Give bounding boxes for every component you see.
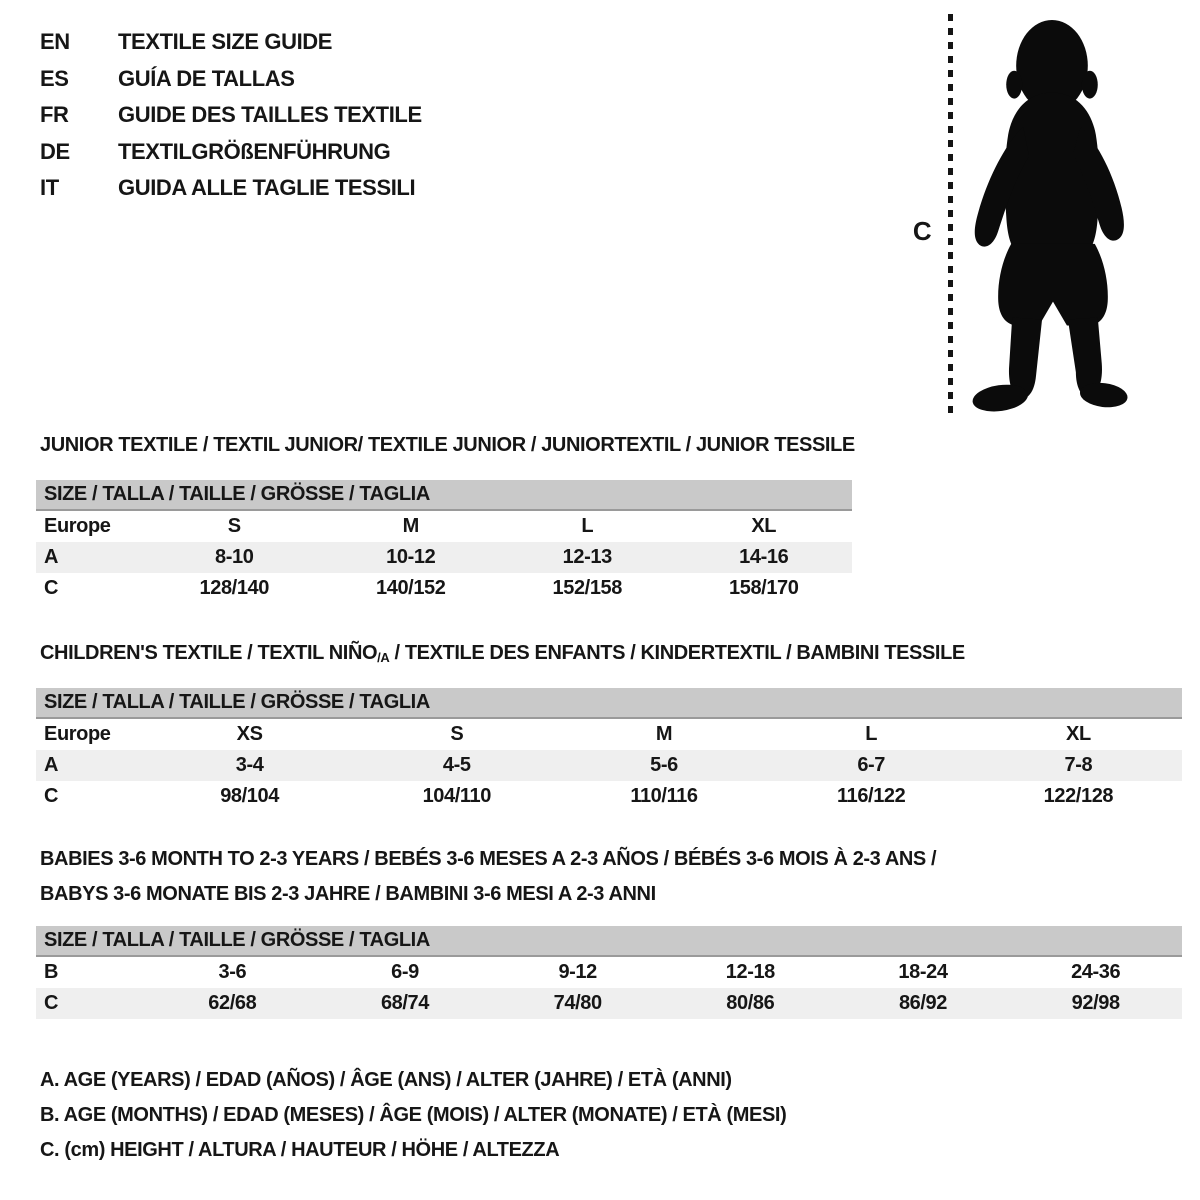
row-label: C <box>44 785 59 807</box>
language-title-block <box>40 24 422 207</box>
cell: 92/98 <box>1071 992 1120 1014</box>
children-row-age <box>36 750 1182 781</box>
children-section-title <box>40 641 965 667</box>
language-row-es <box>40 61 422 98</box>
cell: 18-24 <box>898 961 948 983</box>
cell: XL <box>751 515 777 537</box>
row-label: C <box>44 992 59 1014</box>
babies-size-header: SIZE / TALLA / TAILLE / GRÖSSE / TAGLIA <box>36 926 1182 957</box>
height-measure-dashed-line <box>948 14 953 418</box>
language-code: EN <box>40 29 70 54</box>
cell: XS <box>236 723 263 745</box>
children-size-table <box>36 688 1182 812</box>
cell: 6-9 <box>391 961 419 983</box>
cell: L <box>865 723 878 745</box>
toddler-silhouette-icon <box>964 17 1138 415</box>
babies-title-line1: BABIES 3-6 MONTH TO 2-3 YEARS / BEBÉS 3-6 MESES A 2-3 AÑOS / BÉBÉS 3-6 MOIS À 2-3 ANS / <box>40 848 937 870</box>
babies-title-line2: BABYS 3-6 MONATE BIS 2-3 JAHRE / BAMBINI 3-6 MESI A 2-3 ANNI <box>40 883 656 905</box>
cell: 104/110 <box>422 785 491 807</box>
legend-block <box>40 1063 786 1168</box>
cell: 86/92 <box>898 992 948 1014</box>
row-label: A <box>44 546 59 568</box>
language-code: DE <box>40 138 70 164</box>
junior-row-height <box>36 573 852 604</box>
children-size-header: SIZE / TALLA / TAILLE / GRÖSSE / TAGLIA <box>36 688 1182 719</box>
cell: L <box>581 515 594 537</box>
row-label: B <box>44 961 59 983</box>
cell: 3-6 <box>218 961 247 983</box>
babies-row-height <box>36 988 1182 1019</box>
cell: 98/104 <box>220 785 279 807</box>
legend-age-months: B. AGE (MONTHS) / EDAD (MESES) / ÂGE (MOIS) / ALTER (MONATE) / ETÀ (MESI) <box>40 1104 787 1126</box>
junior-size-header: SIZE / TALLA / TAILLE / GRÖSSE / TAGLIA <box>36 480 852 511</box>
cell: 7-8 <box>1064 754 1093 776</box>
cell: 152/158 <box>552 577 622 599</box>
legend-height-cm: C. (cm) HEIGHT / ALTURA / HAUTEUR / HÖHE / ALTEZZA <box>40 1139 560 1161</box>
cell: 8-10 <box>215 546 254 568</box>
language-row-de <box>40 134 422 171</box>
language-label: GUIDE DES TAILLES TEXTILE <box>118 102 422 127</box>
cell: 4-5 <box>442 754 471 776</box>
cell: M <box>402 515 419 537</box>
cell: 14-16 <box>739 546 789 568</box>
cell: 110/116 <box>630 785 698 807</box>
children-row-height <box>36 781 1182 812</box>
cell: 128/140 <box>199 577 269 599</box>
cell: 12-13 <box>562 546 612 568</box>
cell: S <box>450 723 464 745</box>
children-title-post: / TEXTILE DES ENFANTS / KINDERTEXTIL / BAMBINI TESSILE <box>389 642 965 664</box>
row-label: C <box>44 577 59 599</box>
cell: 5-6 <box>650 754 678 776</box>
language-code: FR <box>40 102 69 127</box>
children-row-europe <box>36 719 1182 750</box>
language-label: TEXTILE SIZE GUIDE <box>118 29 333 54</box>
row-label: A <box>44 754 59 776</box>
language-row-fr <box>40 97 422 134</box>
cell: 116/122 <box>836 785 906 807</box>
cell: 12-18 <box>725 961 775 983</box>
cell: 3-4 <box>235 754 264 776</box>
cell: 10-12 <box>386 546 436 568</box>
cell: 80/86 <box>726 992 775 1014</box>
junior-size-table <box>36 480 852 604</box>
cell: 24-36 <box>1071 961 1121 983</box>
cell: 74/80 <box>553 992 602 1014</box>
babies-section-title <box>40 842 936 912</box>
language-row-en <box>40 24 422 61</box>
cell: 68/74 <box>380 992 430 1014</box>
cell: 140/152 <box>376 577 446 599</box>
cell: 9-12 <box>558 961 597 983</box>
language-code: IT <box>40 175 59 200</box>
babies-size-table <box>36 926 1182 1019</box>
language-code: ES <box>40 65 69 91</box>
junior-section-title: JUNIOR TEXTILE / TEXTIL JUNIOR/ TEXTILE JUNIOR / JUNIORTEXTIL / JUNIOR TESSILE <box>40 434 855 456</box>
cell: 158/170 <box>729 577 799 599</box>
height-measure-label: C <box>912 216 932 246</box>
junior-row-age <box>36 542 852 573</box>
cell: 6-7 <box>857 754 886 776</box>
cell: M <box>655 723 673 745</box>
language-label: GUIDA ALLE TAGLIE TESSILI <box>118 175 416 200</box>
language-label: GUÍA DE TALLAS <box>118 65 295 91</box>
children-title-pre: CHILDREN'S TEXTILE / TEXTIL NIÑO <box>40 642 378 664</box>
legend-age-years: A. AGE (YEARS) / EDAD (AÑOS) / ÂGE (ANS) / ALTER (JAHRE) / ETÀ (ANNI) <box>40 1069 732 1091</box>
cell: 122/128 <box>1043 785 1114 807</box>
junior-row-europe <box>36 511 852 542</box>
row-label: Europe <box>44 515 111 537</box>
cell: XL <box>1066 723 1091 745</box>
cell: S <box>227 515 241 537</box>
language-row-it <box>40 170 422 207</box>
children-title-sub: /A <box>377 650 390 665</box>
row-label: Europe <box>44 723 111 745</box>
cell: 62/68 <box>208 992 257 1014</box>
language-label: TEXTILGRÖßENFÜHRUNG <box>118 138 391 164</box>
babies-row-months <box>36 957 1182 988</box>
